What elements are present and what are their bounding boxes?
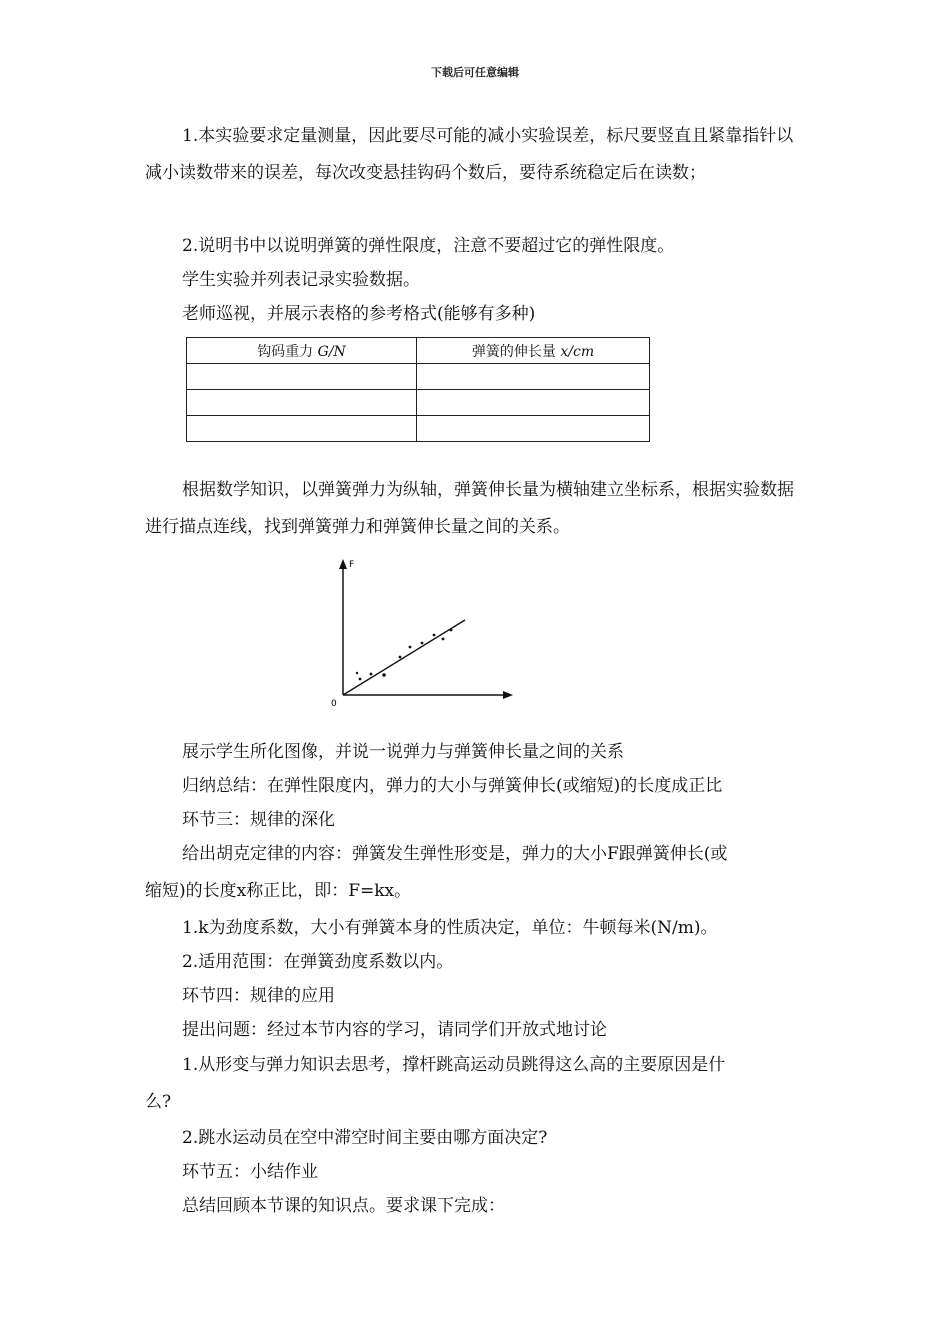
data-record-table [186,337,650,442]
section-4-heading: 环节四：规律的应用 [182,986,335,1006]
page-header: 下载后可任意编辑 [431,66,519,79]
table-header-row [187,338,650,364]
table-cell [417,364,650,390]
data-point [421,642,424,645]
header-extension-label: 弹簧的伸长量 [471,343,556,360]
data-point [409,646,412,649]
table-cell [187,416,417,442]
scope-note: 2.适用范围：在弹簧劲度系数以内。 [182,952,454,972]
table-cell [187,364,417,390]
x-axis-arrow [503,691,513,699]
header-weight [187,338,417,364]
homework-line: 总结回顾本节课的知识点。要求课下完成： [182,1196,505,1216]
table-row [187,390,650,416]
teacher-line: 老师巡视，并展示表格的参考格式(能够有多种) [182,304,536,324]
table-cell [417,416,650,442]
section-5-heading: 环节五：小结作业 [182,1162,318,1182]
note-paragraph-2: 2.说明书中以说明弹簧的弹性限度，注意不要超过它的弹性限度。 [182,236,675,256]
data-point [442,638,445,641]
y-axis-label: F [349,560,355,570]
question-intro: 提出问题：经过本节内容的学习，请同学们开放式地讨论 [182,1020,607,1040]
question-2: 2.跳水运动员在空中滞空时间主要由哪方面决定? [182,1128,548,1148]
stiffness-note: 1.k为劲度系数，大小有弹簧本身的性质决定，单位：牛顿每米(N/m)。 [182,918,718,938]
display-line: 展示学生所化图像，并说一说弹力与弹簧伸长量之间的关系 [182,742,624,762]
method-paragraph: 根据数学知识，以弹簧弹力为纵轴，弹簧伸长量为横轴建立坐标系，根据实验数据进行描点连线，找到弹簧弹力和弹簧伸长量之间的关系。 [145,480,794,537]
data-point [382,673,386,677]
hooke-law-line-1: 给出胡克定律的内容：弹簧发生弹性形变是，弹力的大小F跟弹簧伸长(或 [182,844,728,864]
question-1-line-1: 1.从形变与弹力知识去思考，撑杆跳高运动员跳得这么高的主要原因是什 [182,1055,726,1075]
data-point [356,672,358,674]
note-paragraph-1: 1.本实验要求定量测量，因此要尽可能的减小实验误差，标尺要竖直且紧靠指针以减小读数带来的误差，每次改变悬挂钩码个数后，要待系统稳定后在读数； [145,126,794,183]
header-extension [417,338,650,364]
data-point [399,656,402,659]
header-extension-unit: x/cm [560,343,595,360]
data-point [433,634,436,637]
section-3-heading: 环节三：规律的深化 [182,810,335,830]
question-1-line-2: 么? [145,1092,172,1112]
table-row [187,364,650,390]
data-point [450,629,453,632]
force-extension-graph [325,553,525,713]
table-cell [187,390,417,416]
header-weight-unit: G/N [317,343,346,360]
data-point [370,673,373,676]
origin-label: 0 [331,699,337,709]
header-weight-label: 钩码重力 [257,343,314,360]
table-cell [417,390,650,416]
y-axis-arrow [339,559,347,569]
table-row [187,416,650,442]
hooke-law-line-2: 缩短)的长度x称正比，即：F=kx。 [145,881,412,901]
data-point [359,678,362,681]
summary-line: 归纳总结：在弹性限度内，弹力的大小与弹簧伸长(或缩短)的长度成正比 [182,776,723,796]
fit-line [343,620,465,695]
activity-line: 学生实验并列表记录实验数据。 [182,270,420,290]
